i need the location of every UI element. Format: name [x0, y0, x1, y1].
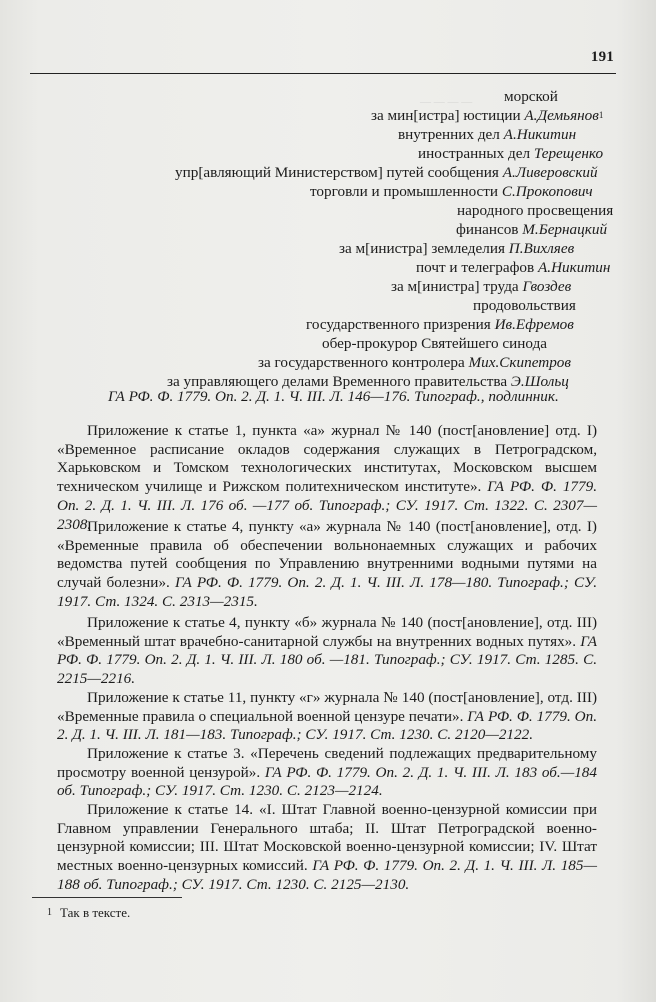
appendix-source: ГА РФ. Ф. 1779. Оп. 2. Д. 1. Ч. III. Л. 178—180. Типограф.; СУ. 1917. Ст. 1324. С. 2313—2315.: [57, 574, 597, 610]
signature-line: за управляющего делами Временного правительства Э.Шольц: [167, 373, 569, 390]
page-number: 191: [590, 49, 614, 65]
footnote: [47, 905, 130, 921]
appendix-source: ГА РФ. Ф. 1779. Оп. 2. Д. 1. Ч. III. Л. 180 об. —181. Типограф.; СУ. 1917. Ст. 1285. С. 2215—2216.: [57, 632, 597, 688]
signatory-name: А.Никитин: [538, 259, 611, 276]
signature-line: иностранных дел Терещенко: [418, 145, 604, 162]
signatory-name: П.Вихляев: [508, 240, 575, 257]
signatory-name: А.Ливеровский: [502, 164, 598, 181]
footnote-rule: [32, 897, 182, 898]
signature-line: внутренних дел А.Никитин: [398, 126, 577, 143]
signature-line: упр[авляющий Министерством] путей сообщения А.Ливеровский: [175, 164, 598, 181]
header-rule: [30, 73, 616, 74]
appendix-entry: [57, 745, 597, 801]
appendix-text: Приложение к статье 14. «I. Штат Главной военно-цензурной комиссии при Главном управлении Генерального штаба; II. Штат Петроградской военно-цензурной комиссии; III. Штат Московской военно-цензурной комиссии; IV. Штат местных военно-цензурных комиссий.: [57, 801, 597, 875]
appendix-entry: [57, 614, 597, 689]
signatory-name: Терещенко: [533, 145, 604, 162]
signature-line: торговли и промышленности С.Прокопович: [310, 183, 593, 200]
appendix-text: Приложение к статье 11, пункту «г» журнала № 140 (пост[ановление], отд. III) «Временные правила о специальной военной цензуре печати».: [57, 689, 597, 725]
signature-line: почт и телеграфов А.Никитин: [416, 259, 611, 276]
signatory-name: М.Бернацкий: [522, 221, 608, 238]
signature-line: за мин[истра] юстиции А.Демьянов$^1$: [371, 107, 604, 124]
signature-line: финансов М.Бернацкий: [456, 221, 608, 238]
appendix-text: Приложение к статье 1, пункта «а» журнал № 140 (пост[ановление] отд. I) «Временное расписание окладов содержания служащих в Петроградском, Харьковском и Томском технологических институтах, Московском высшем техническом училище и Рижском политехническом институте».: [57, 422, 597, 496]
signature-line: государственного призрения Ив.Ефремов: [306, 316, 574, 333]
signature-line: за м[инистра] труда Гвоздев: [391, 278, 572, 295]
signature-line: морской: [504, 88, 558, 105]
appendix-source: ГА РФ. Ф. 1779. Оп. 2. Д. 1. Ч. III. Л. 183 об.—184 об. Типограф.; СУ. 1917. Ст. 1230. С. 2123—2124.: [57, 763, 597, 800]
footnote-text: Так в тексте.: [60, 905, 131, 920]
appendix-entry: [57, 518, 597, 612]
appendix-text: Приложение к статье 3. «Перечень сведений подлежащих предварительному просмотру военной цензурой».: [57, 745, 597, 781]
appendix-source: ГА РФ. Ф. 1779. Оп. 2. Д. 1. Ч. III. Л. 176 об. —177 об. Типограф.; СУ. 1917. Ст. 1322. С. 2307—2308.: [57, 478, 597, 533]
appendix-text: Приложение к статье 4, пункту «а» журнала № 140 (пост[ановление], отд. I) «Временные правила об обеспечении вольнонаемных служащих и рабочих ведомства путей сообщения по Управлению внутренними водными путями на случай болезни».: [57, 518, 597, 592]
signatory-name: Э.Шольц: [510, 373, 569, 390]
footnote-reference: 1: [598, 110, 604, 120]
appendix-entry: [57, 689, 597, 745]
signatory-name: Мих.Скипетров: [468, 354, 571, 371]
archive-source-reference: ГА РФ. Ф. 1779. Оп. 2. Д. 1. Ч. III. Л. 146—176. Типограф., подлинник.: [108, 388, 559, 405]
signature-line: за государственного контролера Мих.Скипетров: [258, 354, 571, 371]
signatory-name: Ив.Ефремов: [494, 316, 574, 333]
signatory-name: А.Демьянов: [524, 107, 599, 124]
appendix-entry: [57, 801, 597, 895]
signatory-name: Гвоздев: [522, 278, 572, 295]
show-through-texture: — — — —: [420, 96, 473, 108]
signature-line: обер-прокурор Святейшего синода: [322, 335, 548, 352]
signatory-name: С.Прокопович: [501, 183, 593, 200]
footnote-mark: 1: [47, 907, 52, 918]
appendix-source: ГА РФ. Ф. 1779. Оп. 2. Д. 1. Ч. III. Л. 185—188 об. Типограф.; СУ. 1917. Ст. 1230. С. 2125—2130.: [57, 857, 597, 893]
appendix-text: Приложение к статье 4, пункту «б» журнала № 140 (пост[ановление], отд. III) «Временный штат врачебно-санитарной службы на внутренних водных путях».: [57, 614, 597, 650]
signature-line: за м[инистра] земледелия П.Вихляев: [339, 240, 575, 257]
signature-line: народного просвещения: [457, 202, 614, 219]
signatory-name: А.Никитин: [503, 126, 577, 143]
signature-line: продовольствия: [473, 297, 576, 314]
appendix-source: ГА РФ. Ф. 1779. Оп. 2. Д. 1. Ч. III. Л. 181—183. Типограф.; СУ. 1917. Ст. 1230. С. 2120—2122.: [57, 707, 597, 744]
